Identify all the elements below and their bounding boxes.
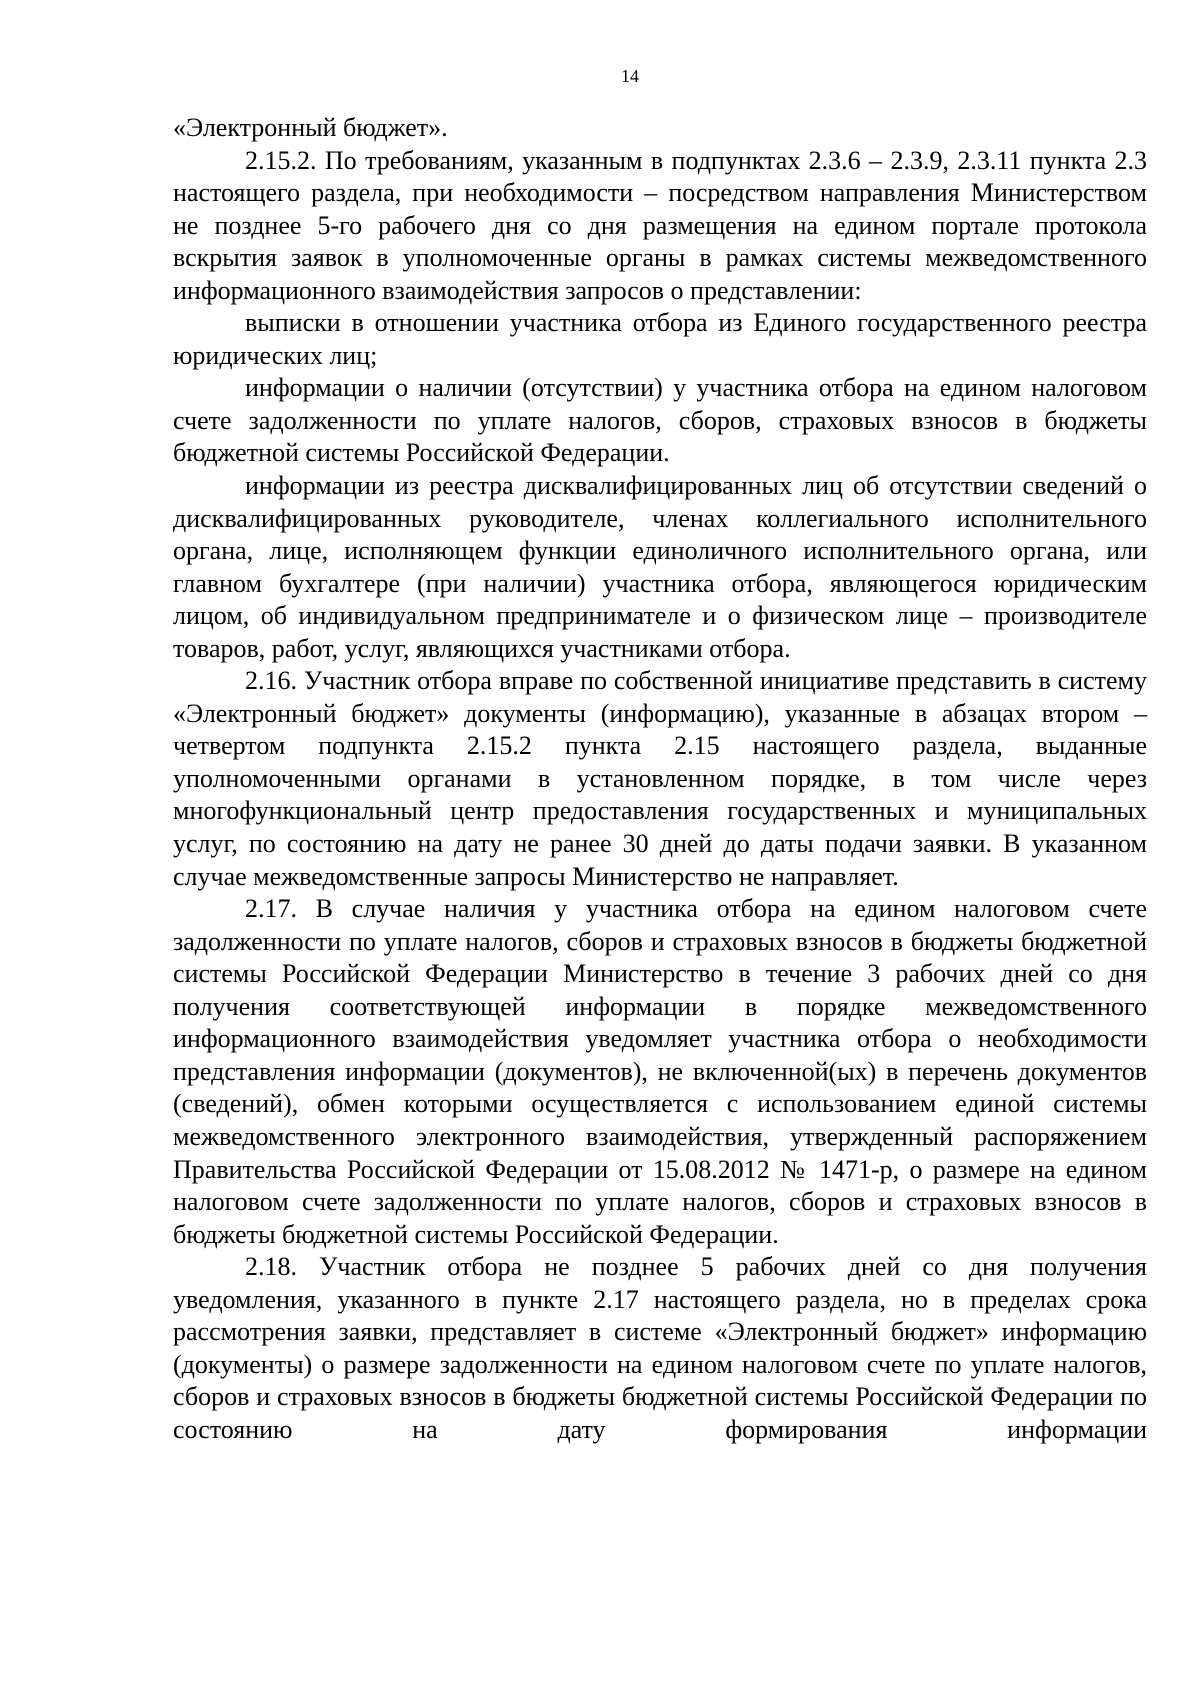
paragraph-2-15-2: 2.15.2. По требованиям, указанным в подпунктах 2.3.6 – 2.3.9, 2.3.11 пункта 2.3 настоящего раздела, при необходимости – посредством направления Министерством не позднее 5-го рабочего дня со дня размещения на едином портале протокола вскрытия заявок в уполномоченные органы в рамках системы межведомственного информационного взаимодействия запросов о представлении: (173, 145, 1147, 305)
paragraph-disqualified-persons: информации из реестра дисквалифицированных лиц об отсутствии сведений о дисквалифицированных руководителе, членах коллегиального исполнительного органа, лице, исполняющем функции единоличного исполнительного органа, или главном бухгалтере (при наличии) участника отбора, являющегося юридическим лицом, об индивидуальном предпринимателе и о физическом лице – производителе товаров, работ, услуг, являющихся участниками отбора. (173, 471, 1147, 663)
paragraph-2-16: 2.16. Участник отбора вправе по собственной инициативе представить в систему «Электронный бюджет» документы (информацию), указанные в абзацах втором – четвертом подпункта 2.15.2 пункта 2.15 настоящего раздела, выданные уполномоченными органами в установленном порядке, в том числе через многофункциональный центр предоставления государственных и муниципальных услуг, по состоянию на дату не ранее 30 дней до даты подачи заявки. В указанном случае межведомственные запросы Министерство не направляет. (173, 666, 1147, 891)
paragraph-2-17: 2.17. В случае наличия у участника отбора на едином налоговом счете задолженности по уплате налогов, сборов и страховых взносов в бюджеты бюджетной системы Российской Федерации Министерство в течение 3 рабочих дней со дня получения соответствующей информации в порядке межведомственного информационного взаимодействия уведомляет участника отбора о необходимости представления информации (документов), не включенной(ых) в перечень документов (сведений), обмен которыми осуществляется с использованием единой системы межведомственного электронного взаимодействия, утвержденный распоряжением Правительства Российской Федерации от 15.08.2012 № 1471-р, о размере на едином налоговом счете задолженности по уплате налогов, сборов и страховых взносов в бюджеты бюджетной системы Российской Федерации. (173, 894, 1147, 1249)
paragraph-tax-debt-info: информации о наличии (отсутствии) у участника отбора на едином налоговом счете задолженности по уплате налогов, сборов, страховых взносов в бюджеты бюджетной системы Российской Федерации. (173, 373, 1147, 468)
paragraph-egrul-extract: выписки в отношении участника отбора из Единого государственного реестра юридических лиц; (173, 308, 1147, 370)
paragraph-continuation: «Электронный бюджет». (173, 113, 448, 142)
page-number: 14 (621, 66, 639, 86)
document-body (173, 112, 1147, 1446)
paragraph-2-18: 2.18. Участник отбора не позднее 5 рабочих дней со дня получения уведомления, указанного в пункте 2.17 настоящего раздела, но в пределах срока рассмотрения заявки, представляет в системе «Электронный бюджет» информацию (документы) о размере задолженности на едином налоговом счете по уплате налогов, сборов и страховых взносов в бюджеты бюджетной системы Российской Федерации по состоянию на дату формирования информации (173, 1252, 1147, 1444)
